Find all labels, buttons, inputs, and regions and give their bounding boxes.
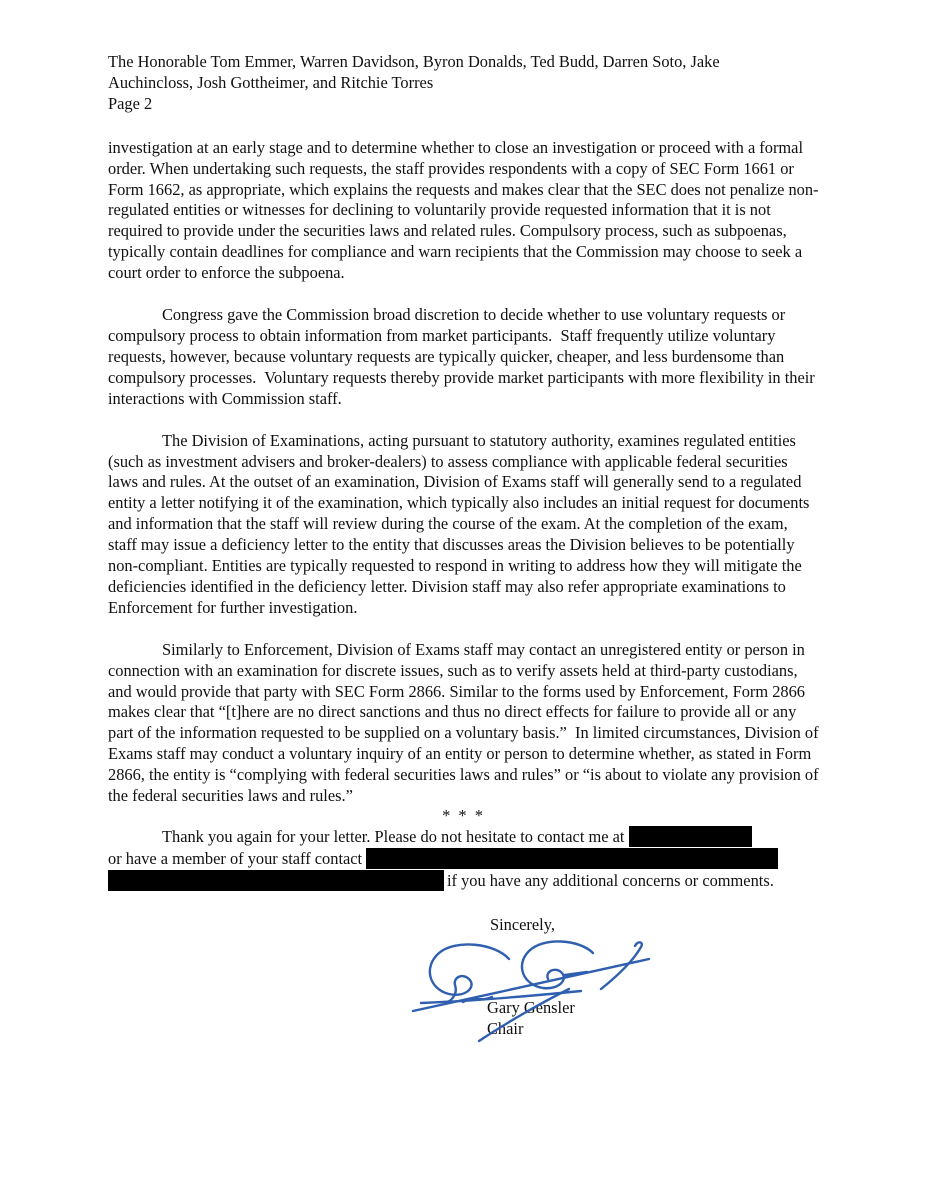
page-number-label: Page 2 — [108, 93, 153, 113]
closing-paragraph — [108, 826, 819, 892]
signer-title: Chair — [487, 1019, 524, 1038]
recipients-line-2: Auchincloss, Josh Gottheimer, and Ritchie Torres — [108, 72, 434, 92]
gensler-signature-icon — [411, 939, 651, 1044]
page-content — [108, 52, 823, 1039]
closing-line-1 — [108, 826, 819, 848]
paragraph-division-examinations: The Division of Examinations, acting pursuant to statutory authority, examines regulated entities (such as investment advisers and broker-dealers) to assess compliance with applicable federal securities laws and rules. At the outset of an examination, Division of Exams staff will generally send to a regulated entity a letter notifying it of the examination, which typically also includes an initial request for documents and information that the staff will review during the course of the exam. At the completion of the exam, staff may issue a deficiency letter to the entity that discusses areas the Division believes to be potentially non-compliant. Entities are typically requested to respond in writing to address how they will mitigate the deficiencies identified in the deficiency letter. Division staff may also refer appropriate examinations to Enforcement for further investigation. — [108, 430, 814, 617]
redaction-bar-3 — [108, 870, 444, 891]
signature-area — [108, 935, 819, 997]
paragraph-congress-discretion: Congress gave the Commission broad discretion to decide whether to use voluntary requests or compulsory process to obtain information from market participants. Staff frequently utilize voluntary requests, however, because voluntary requests are typically quicker, cheaper, and less burdensome than compulsory processes. Voluntary requests thereby provide market participants with more flexibility in their interactions with Commission staff. — [108, 305, 819, 408]
paragraph-investigation: investigation at an early stage and to determine whether to close an investigation or proceed with a formal order. When undertaking such requests, the staff provides respondents with a copy of SEC Form 1661 or Form 1662, as appropriate, which explains the requests and makes clear that the SEC does not penalize non-regulated entities or witnesses for declining to voluntarily provide requested information that it is not required to provide under the securities laws and related rules. Compulsory process, such as subpoenas, typically contain deadlines for compliance and warn recipients that the Commission may choose to seek a court order to enforce the subpoena. — [108, 137, 819, 283]
signer-name: Gary Gensler — [487, 998, 575, 1017]
redaction-bar-2 — [366, 848, 778, 869]
paragraph-similarly-enforcement: Similarly to Enforcement, Division of Exams staff may contact an unregistered entity or person in connection with an examination for discrete issues, such as to verify assets held at third-party custodians, and would provide that party with SEC Form 2866. Similar to the forms used by Enforcement, Form 2866 makes clear that “[t]here are no direct sanctions and thus no direct effects for failure to provide all or any part of the information requested to be supplied on a voluntary basis.” In limited circumstances, Division of Exams staff may conduct a voluntary inquiry of an entity or person to determine whether, as stated in Form 2866, the entity is “complying with federal securities laws and rules” or “is about to violate any provision of the federal securities laws and rules.” — [108, 639, 823, 806]
recipients-line-1: The Honorable Tom Emmer, Warren Davidson, Byron Donalds, Ted Budd, Darren Soto, Jake — [108, 52, 720, 71]
closing-line-2 — [108, 848, 819, 870]
letter-header — [108, 52, 819, 115]
signature-block — [108, 914, 819, 1039]
asterisk-separator: * * * — [442, 806, 485, 825]
closing-line-3-text: if you have any additional concerns or comments. — [447, 871, 774, 890]
closing-line-1-text: Thank you again for your letter. Please do not hesitate to contact me at — [162, 827, 629, 846]
redaction-bar-1 — [629, 826, 752, 847]
closing-line-2-text: or have a member of your staff contact — [108, 849, 367, 868]
salutation: Sincerely, — [490, 915, 555, 934]
closing-line-3 — [108, 870, 819, 892]
